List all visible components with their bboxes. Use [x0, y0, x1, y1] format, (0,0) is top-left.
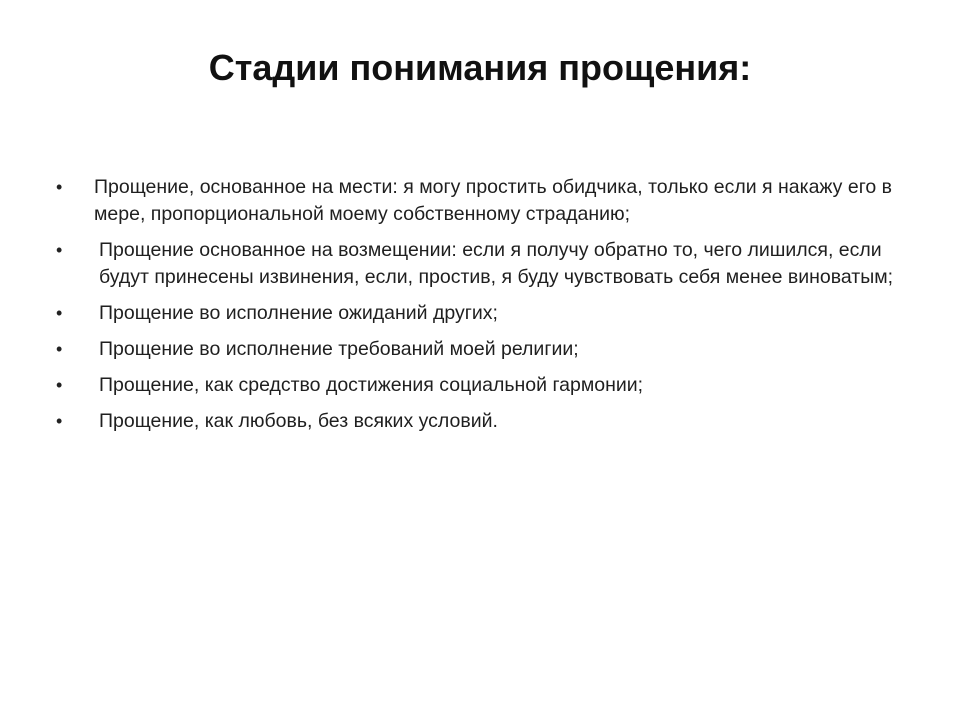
list-item-text: Прощение, основанное на мести: я могу простить обидчика, только если я накажу его в мере, пропорциональной моему собственному страданию;	[94, 176, 898, 225]
bullet-list	[56, 174, 916, 444]
list-item	[56, 372, 916, 399]
list-item-text: Прощение основанное на возмещении: если я получу обратно то, чего лишился, если будут принесены извинения, если, простив, я буду чувствовать себя менее виноватым;	[99, 239, 894, 288]
bullet-icon: •	[56, 240, 63, 260]
bullet-icon: •	[56, 375, 63, 395]
bullet-icon: •	[56, 411, 63, 431]
list-item-text: Прощение во исполнение требований моей религии;	[99, 338, 579, 360]
list-item-text: Прощение, как любовь, без всяких условий.	[99, 410, 498, 432]
list-item	[56, 237, 916, 291]
bullet-icon: •	[56, 339, 63, 359]
list-item-text: Прощение во исполнение ожиданий других;	[99, 302, 498, 324]
bullet-icon: •	[56, 303, 63, 323]
list-item	[56, 408, 916, 435]
bullet-icon: •	[56, 177, 63, 197]
list-item	[56, 174, 916, 228]
slide-title: Стадии понимания прощения:	[208, 47, 752, 88]
list-item	[56, 300, 916, 327]
list-item	[56, 336, 916, 363]
list-item-text: Прощение, как средство достижения социальной гармонии;	[99, 374, 644, 396]
